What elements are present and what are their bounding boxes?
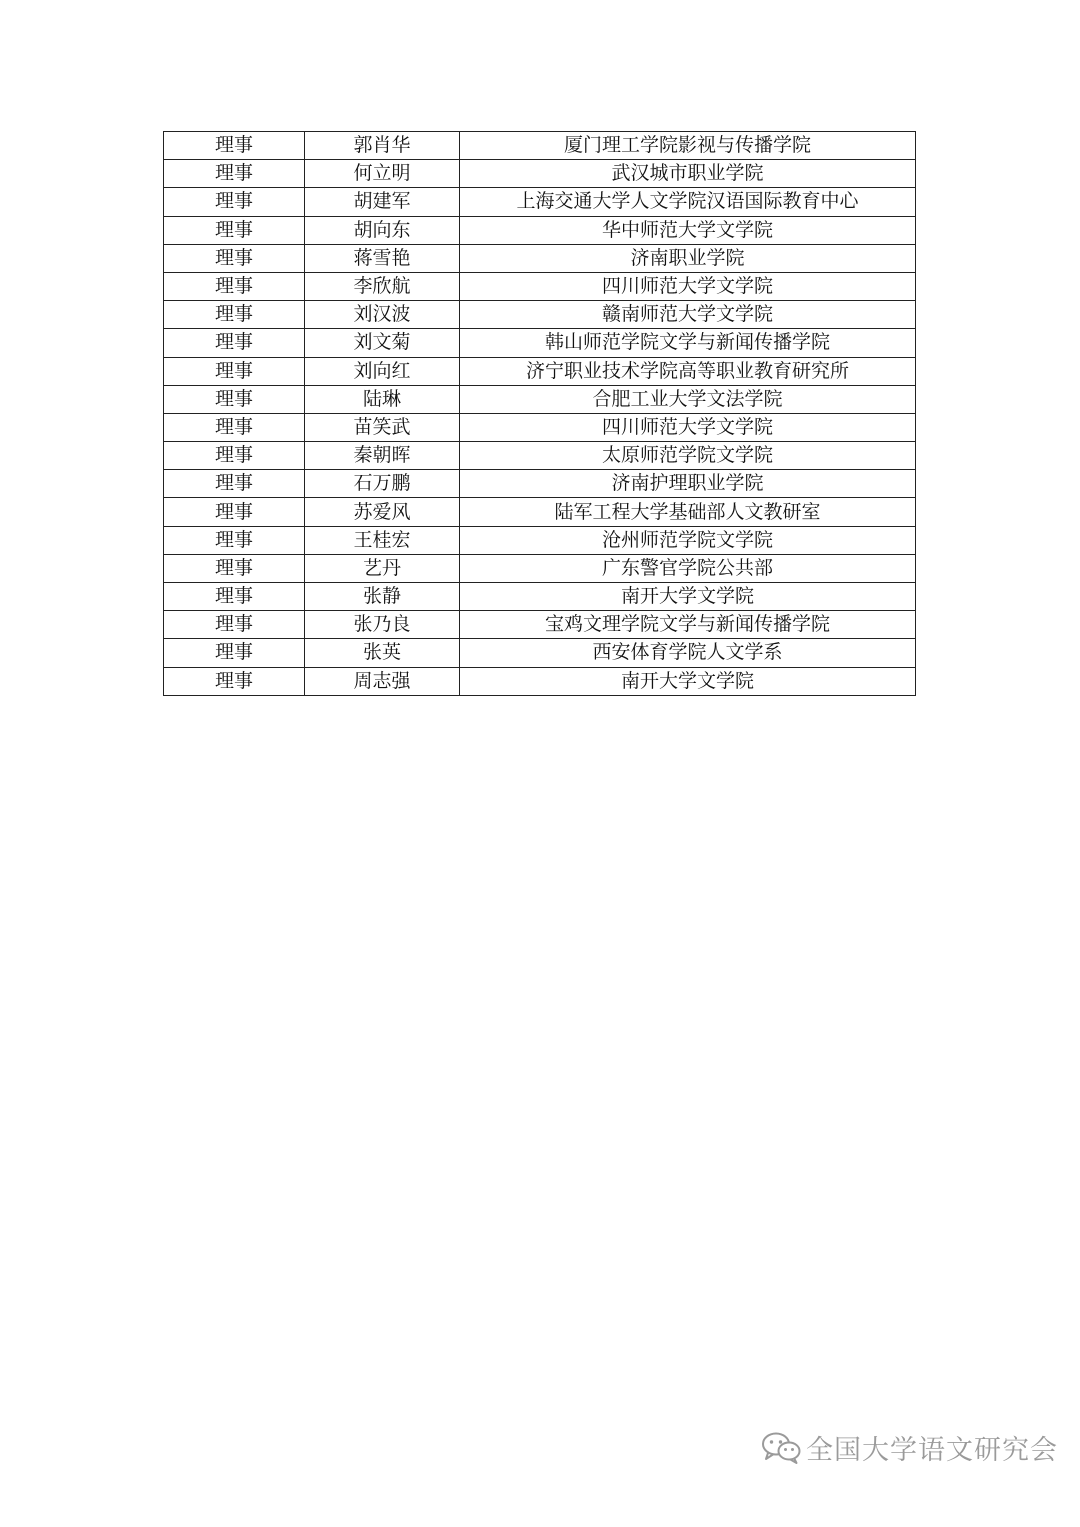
role-cell: 理事 [164, 216, 305, 244]
org-cell: 韩山师范学院文学与新闻传播学院 [460, 329, 916, 357]
name-cell: 刘向红 [305, 357, 460, 385]
name-cell: 石万鹏 [305, 470, 460, 498]
member-table-body [164, 132, 916, 696]
org-cell: 合肥工业大学文法学院 [460, 385, 916, 413]
role-cell: 理事 [164, 329, 305, 357]
table-row [164, 272, 916, 300]
table-row [164, 470, 916, 498]
name-cell: 王桂宏 [305, 526, 460, 554]
org-cell: 西安体育学院人文学系 [460, 639, 916, 667]
table-row [164, 385, 916, 413]
name-cell: 郭肖华 [305, 132, 460, 160]
name-cell: 秦朝晖 [305, 442, 460, 470]
name-cell: 苏爱风 [305, 498, 460, 526]
role-cell: 理事 [164, 442, 305, 470]
table-row [164, 160, 916, 188]
wechat-icon [760, 1429, 802, 1465]
role-cell: 理事 [164, 385, 305, 413]
org-cell: 上海交通大学人文学院汉语国际教育中心 [460, 188, 916, 216]
table-row [164, 301, 916, 329]
role-cell: 理事 [164, 498, 305, 526]
role-cell: 理事 [164, 583, 305, 611]
org-cell: 南开大学文学院 [460, 667, 916, 695]
name-cell: 张英 [305, 639, 460, 667]
role-cell: 理事 [164, 611, 305, 639]
name-cell: 艺丹 [305, 554, 460, 582]
table-row [164, 132, 916, 160]
table-row [164, 216, 916, 244]
org-cell: 宝鸡文理学院文学与新闻传播学院 [460, 611, 916, 639]
name-cell: 李欣航 [305, 272, 460, 300]
table-row [164, 639, 916, 667]
role-cell: 理事 [164, 639, 305, 667]
role-cell: 理事 [164, 244, 305, 272]
role-cell: 理事 [164, 272, 305, 300]
name-cell: 陆琳 [305, 385, 460, 413]
table-row [164, 498, 916, 526]
name-cell: 张乃良 [305, 611, 460, 639]
table-row [164, 442, 916, 470]
table-row [164, 611, 916, 639]
member-table [163, 131, 916, 696]
watermark-text: 全国大学语文研究会 [806, 1434, 1058, 1466]
watermark [760, 1422, 1058, 1472]
table-row [164, 413, 916, 441]
org-cell: 陆军工程大学基础部人文教研室 [460, 498, 916, 526]
role-cell: 理事 [164, 160, 305, 188]
org-cell: 济南护理职业学院 [460, 470, 916, 498]
name-cell: 何立明 [305, 160, 460, 188]
org-cell: 济宁职业技术学院高等职业教育研究所 [460, 357, 916, 385]
name-cell: 胡向东 [305, 216, 460, 244]
org-cell: 沧州师范学院文学院 [460, 526, 916, 554]
org-cell: 武汉城市职业学院 [460, 160, 916, 188]
role-cell: 理事 [164, 132, 305, 160]
org-cell: 太原师范学院文学院 [460, 442, 916, 470]
table-row [164, 188, 916, 216]
table-row [164, 329, 916, 357]
table-row [164, 667, 916, 695]
role-cell: 理事 [164, 357, 305, 385]
role-cell: 理事 [164, 554, 305, 582]
name-cell: 苗笑武 [305, 413, 460, 441]
org-cell: 厦门理工学院影视与传播学院 [460, 132, 916, 160]
role-cell: 理事 [164, 188, 305, 216]
role-cell: 理事 [164, 526, 305, 554]
role-cell: 理事 [164, 667, 305, 695]
table-row [164, 357, 916, 385]
role-cell: 理事 [164, 413, 305, 441]
role-cell: 理事 [164, 301, 305, 329]
table-row [164, 526, 916, 554]
org-cell: 四川师范大学文学院 [460, 413, 916, 441]
name-cell: 刘汉波 [305, 301, 460, 329]
org-cell: 南开大学文学院 [460, 583, 916, 611]
table-row [164, 554, 916, 582]
name-cell: 张静 [305, 583, 460, 611]
table-row [164, 244, 916, 272]
org-cell: 济南职业学院 [460, 244, 916, 272]
org-cell: 华中师范大学文学院 [460, 216, 916, 244]
table-row [164, 583, 916, 611]
name-cell: 蒋雪艳 [305, 244, 460, 272]
name-cell: 刘文菊 [305, 329, 460, 357]
role-cell: 理事 [164, 470, 305, 498]
org-cell: 广东警官学院公共部 [460, 554, 916, 582]
org-cell: 赣南师范大学文学院 [460, 301, 916, 329]
name-cell: 周志强 [305, 667, 460, 695]
org-cell: 四川师范大学文学院 [460, 272, 916, 300]
name-cell: 胡建军 [305, 188, 460, 216]
